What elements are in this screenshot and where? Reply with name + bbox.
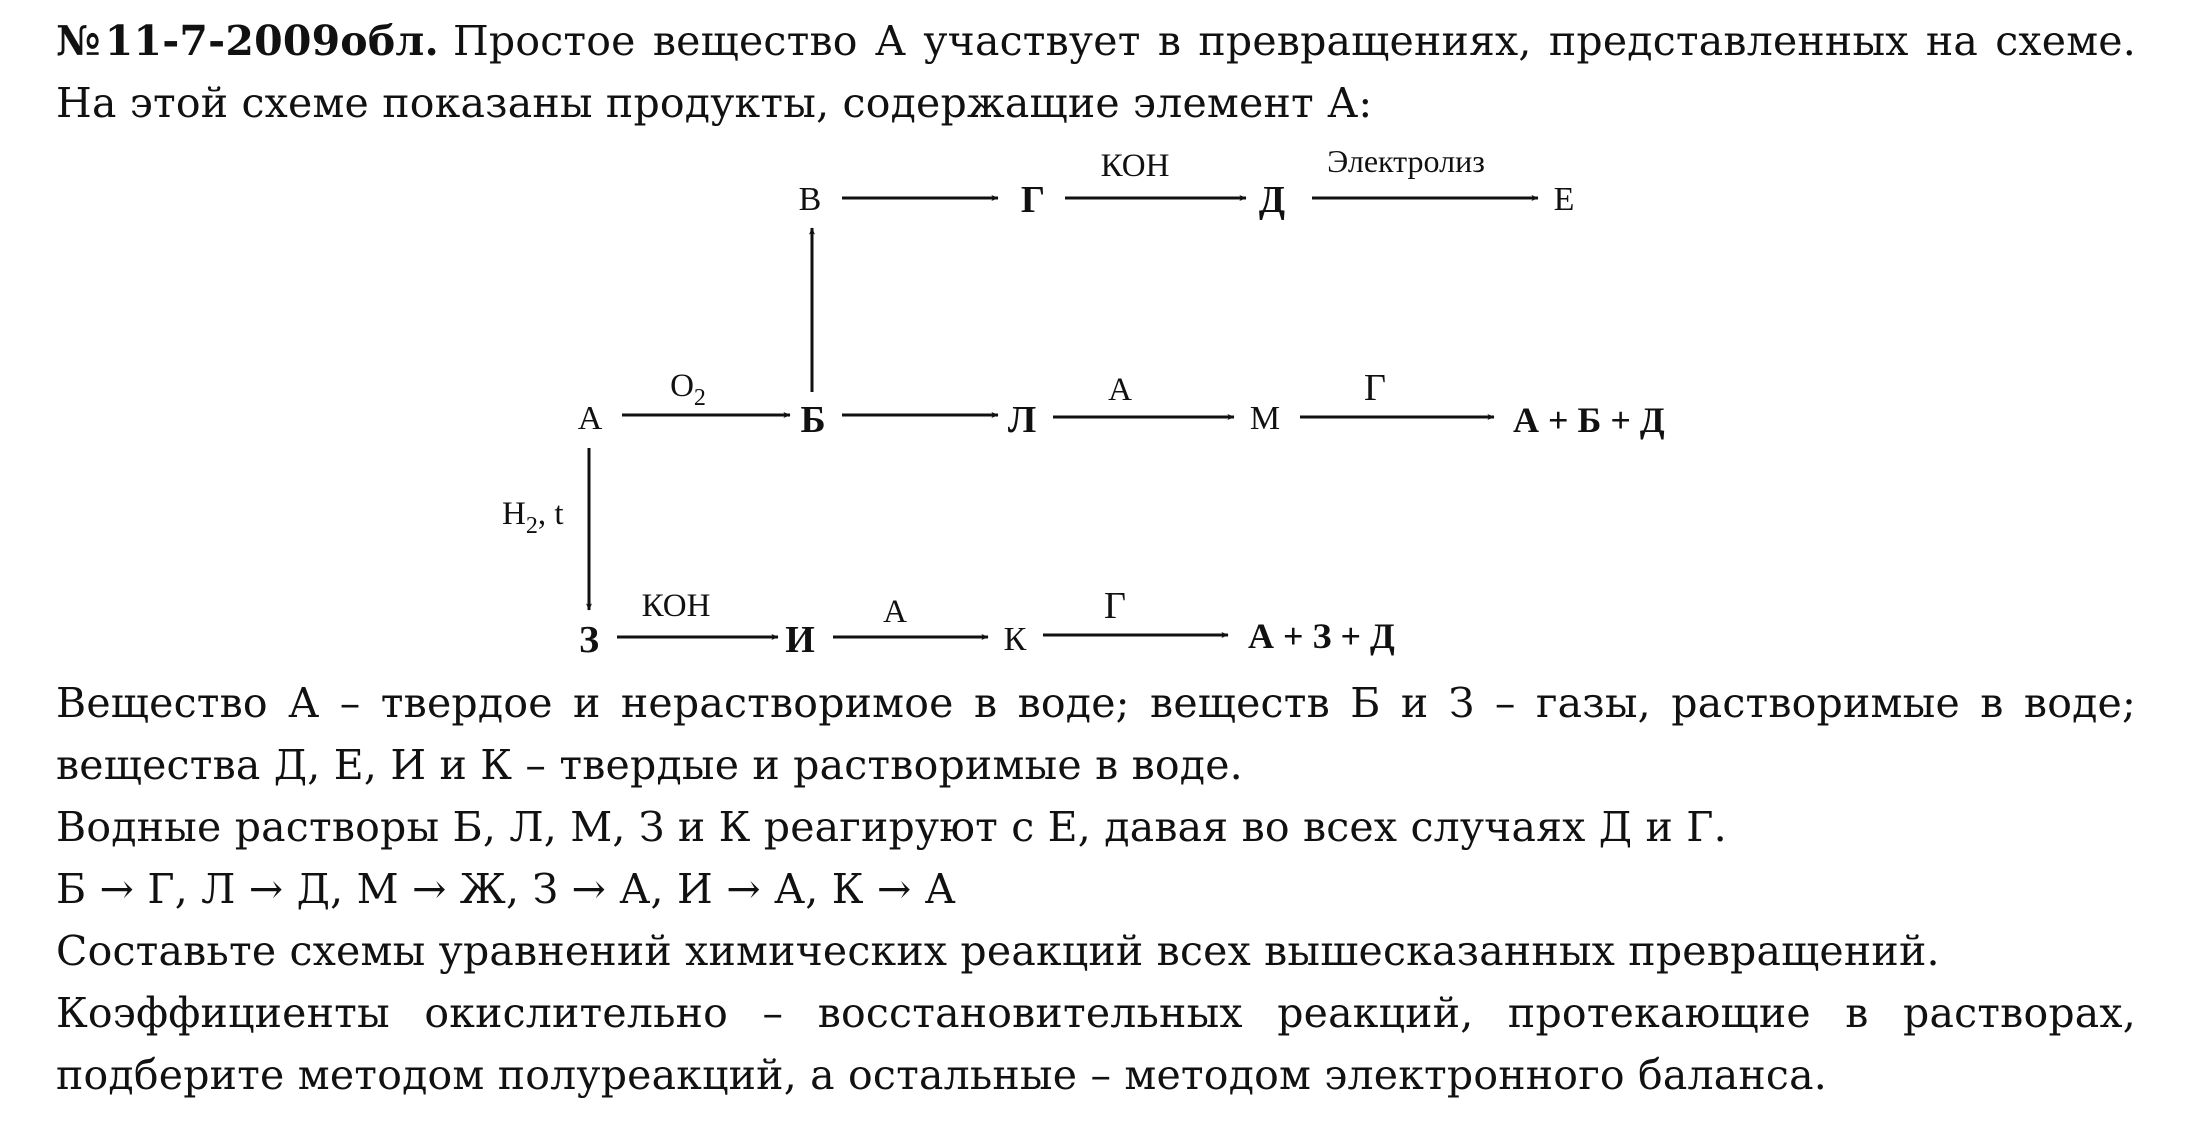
label-h2-main: H [502,496,526,532]
condition-transitions: Б → Г, Л → Д, М → Ж, З → А, И → А, К → А [56,865,956,913]
label-a-bottom: А [883,594,907,630]
node-g-top: Г [1020,179,1046,221]
node-m: М [1249,400,1281,437]
node-i: И [785,619,815,661]
task-intro-text: Простое вещество А участвует в превращениях, представленных на схеме. На этой схеме показаны продукты, содержащие элемент А: [56,17,2136,127]
condition-paragraph-1: Вещество А – твердое и нерастворимое в воде; веществ Б и З – газы, растворимые в воде; вещества Д, Е, И и К – твердые и растворимые в воде. [56,679,2136,789]
node-a-mid: А [577,400,603,437]
task-conditions [56,672,2136,1106]
label-h2-sub: 2 [525,513,538,539]
condition-paragraph-2: Водные растворы Б, Л, М, З и К реагируют с Е, давая во всех случаях Д и Г. [56,803,1727,851]
node-l: Л [1007,399,1037,441]
label-koh-top: КОН [1100,148,1170,184]
task-number: №11-7-2009обл. [56,17,439,65]
label-g-bottom: Г [1104,585,1126,627]
label-koh-bottom: КОН [641,588,711,624]
label-electrolysis: Электролиз [1327,143,1485,179]
label-o2-sub: 2 [693,385,706,411]
label-h2t [502,496,564,539]
label-o2 [670,368,706,411]
node-e: Е [1553,181,1575,218]
label-o2-main: O [670,368,694,404]
node-d-top: Д [1258,179,1286,221]
node-v: В [798,181,822,218]
node-azd: А + З + Д [1248,616,1395,656]
task-instruction: Составьте схемы уравнений химических реакций всех вышесказанных превращений. [56,927,1940,975]
label-a-mid: А [1108,372,1132,408]
node-z: З [578,619,600,661]
node-abd: А + Б + Д [1513,400,1665,440]
label-g-mid: Г [1364,367,1386,409]
task-method-note: Коэффициенты окислительно – восстановительных реакций, протекающие в растворах, подберите методом полуреакций, а остальные – методом электронного баланса. [56,989,2136,1099]
label-h2-rest: , t [537,496,564,532]
node-k: К [1003,621,1027,658]
node-b: Б [800,399,826,441]
